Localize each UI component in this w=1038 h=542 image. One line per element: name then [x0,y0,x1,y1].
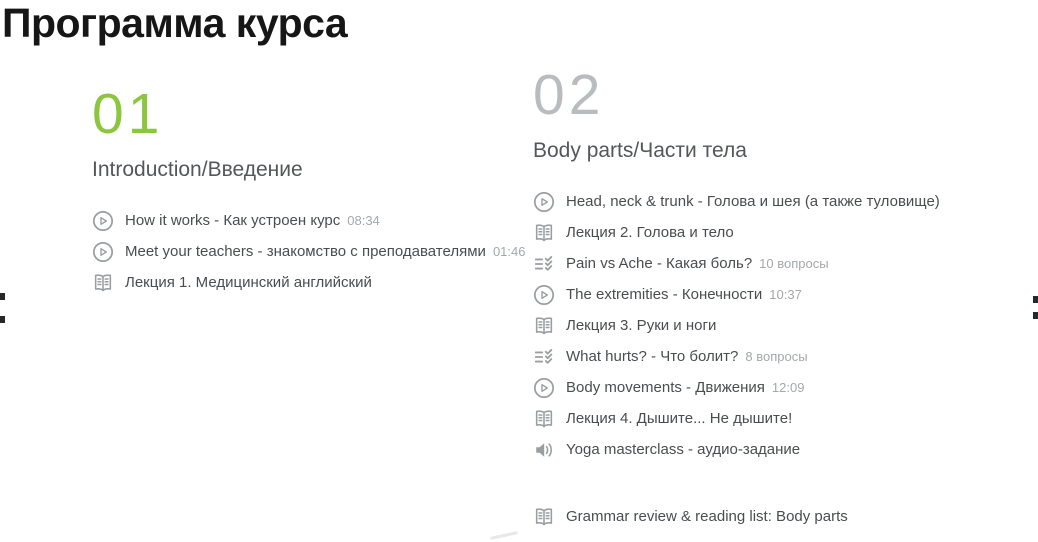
lesson-row[interactable] [533,403,940,434]
lesson-title: Pain vs Ache - Какая боль? [566,255,753,272]
lesson-title: Meet your teachers - знакомство с преподавателями [125,243,486,260]
play-icon [533,377,555,399]
lesson-title: How it works - Как устроен курс [125,212,341,229]
book-icon [533,506,555,528]
play-icon [533,284,555,306]
left-edge-text-fragment [0,316,5,323]
lesson-duration: 12:09 [771,380,805,395]
lesson-row[interactable] [533,186,940,217]
lesson-row[interactable] [92,236,525,267]
section-number: 01 [92,82,164,146]
lesson-row[interactable] [533,372,940,403]
lesson-list [92,205,525,298]
book-icon [533,222,555,244]
lesson-title: What hurts? - Что болит? [566,348,739,365]
lesson-title: Yoga masterclass - аудио-задание [566,441,801,458]
lesson-row[interactable] [533,501,940,532]
lesson-row[interactable] [533,217,940,248]
lesson-title: Лекция 2. Голова и тело [566,224,734,241]
lesson-list-gap [533,465,940,501]
lesson-title: The extremities - Конечности [566,286,763,303]
course-section-02 [533,63,940,532]
course-section-01 [92,82,526,298]
lesson-list [533,186,940,532]
book-icon [533,315,555,337]
quiz-icon [533,346,555,368]
lesson-row[interactable] [92,205,525,236]
audio-icon [533,439,555,461]
right-edge-text-fragment [1033,296,1038,303]
lesson-title: Grammar review & reading list: Body parts [566,508,848,525]
lesson-row[interactable] [533,341,940,372]
play-icon [92,241,114,263]
lesson-row[interactable] [533,248,940,279]
lesson-row[interactable] [533,310,940,341]
left-edge-text-fragment [0,293,5,300]
section-title: Introduction/Введение [92,158,303,181]
page-title: Программа курса [2,0,348,46]
faint-scroll-artifact [490,531,518,540]
right-edge-text-fragment [1033,312,1038,319]
lesson-title: Head, neck & trunk - Голова и шея (а также туловище) [566,193,940,210]
lesson-row[interactable] [92,267,525,298]
lesson-duration: 01:46 [492,244,526,259]
lesson-duration: 10:37 [769,287,802,302]
lesson-title: Лекция 4. Дышите... Не дышите! [566,410,793,427]
book-icon [92,272,114,294]
section-title: Body parts/Части тела [533,139,747,162]
lesson-row[interactable] [533,434,940,465]
lesson-title: Лекция 3. Руки и ноги [566,317,717,334]
lesson-duration: 08:34 [347,213,380,228]
lesson-title: Body movements - Движения [566,379,765,396]
lesson-duration: 10 вопросы [759,256,829,271]
play-icon [92,210,114,232]
lesson-duration: 8 вопросы [745,349,808,364]
lesson-row[interactable] [533,279,940,310]
section-number: 02 [533,63,605,127]
play-icon [533,191,555,213]
quiz-icon [533,253,555,275]
book-icon [533,408,555,430]
lesson-title: Лекция 1. Медицинский английский [125,274,372,291]
